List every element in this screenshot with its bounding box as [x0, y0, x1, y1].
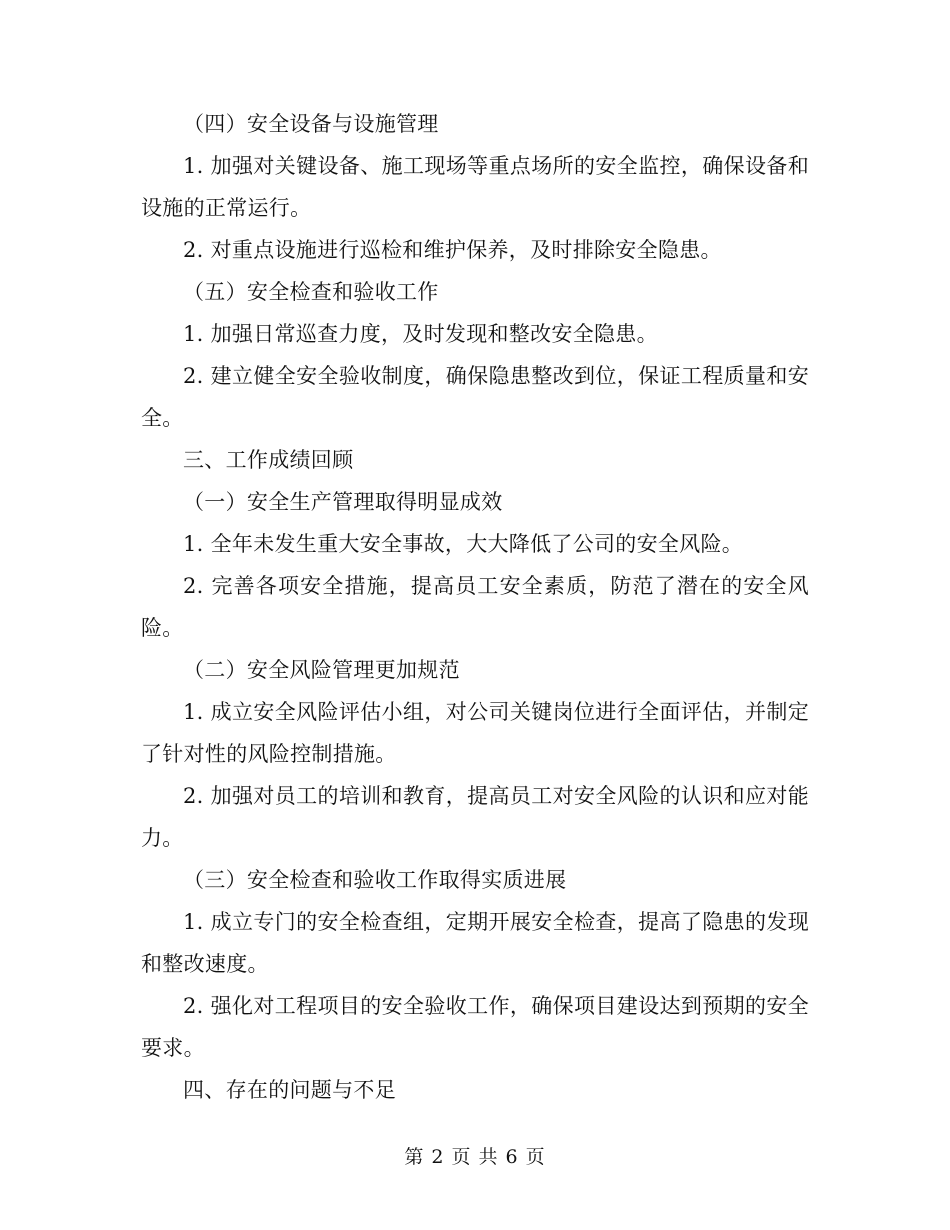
- section-heading: （五）安全检查和验收工作: [183, 280, 439, 304]
- list-item: 2. 完善各项安全措施，提高员工安全素质，防范了潜在的安全风险。: [141, 574, 809, 640]
- page-number: 第 2 页 共 6 页: [404, 1146, 546, 1168]
- list-item: 2. 对重点设施进行巡检和维护保养，及时排除安全隐患。: [183, 238, 722, 262]
- list-item: 1. 成立专门的安全检查组，定期开展安全检查，提高了隐患的发现和整改速度。: [141, 910, 809, 976]
- section-heading: （二）安全风险管理更加规范: [183, 658, 460, 682]
- list-item: 1. 成立安全风险评估小组，对公司关键岗位进行全面评估，并制定了针对性的风险控制措施。: [141, 700, 809, 766]
- chapter-heading: 四、存在的问题与不足: [183, 1078, 396, 1102]
- chapter-heading: 三、工作成绩回顾: [183, 448, 354, 472]
- section-heading: （三）安全检查和验收工作取得实质进展: [183, 868, 567, 892]
- list-item: 1. 全年未发生重大安全事故，大大降低了公司的安全风险。: [183, 532, 744, 556]
- section-heading: （一）安全生产管理取得明显成效: [183, 490, 503, 514]
- list-item: 2. 建立健全安全验收制度，确保隐患整改到位，保证工程质量和安全。: [141, 364, 809, 430]
- section-heading: （四）安全设备与设施管理: [183, 112, 439, 136]
- list-item: 2. 加强对员工的培训和教育，提高员工对安全风险的认识和应对能力。: [141, 784, 809, 850]
- list-item: 1. 加强日常巡查力度，及时发现和整改安全隐患。: [183, 322, 658, 346]
- page-footer: [0, 1142, 950, 1172]
- list-item: 2. 强化对工程项目的安全验收工作，确保项目建设达到预期的安全要求。: [141, 994, 809, 1060]
- list-item: 1. 加强对关键设备、施工现场等重点场所的安全监控，确保设备和设施的正常运行。: [141, 154, 809, 220]
- document-body: [141, 103, 809, 1111]
